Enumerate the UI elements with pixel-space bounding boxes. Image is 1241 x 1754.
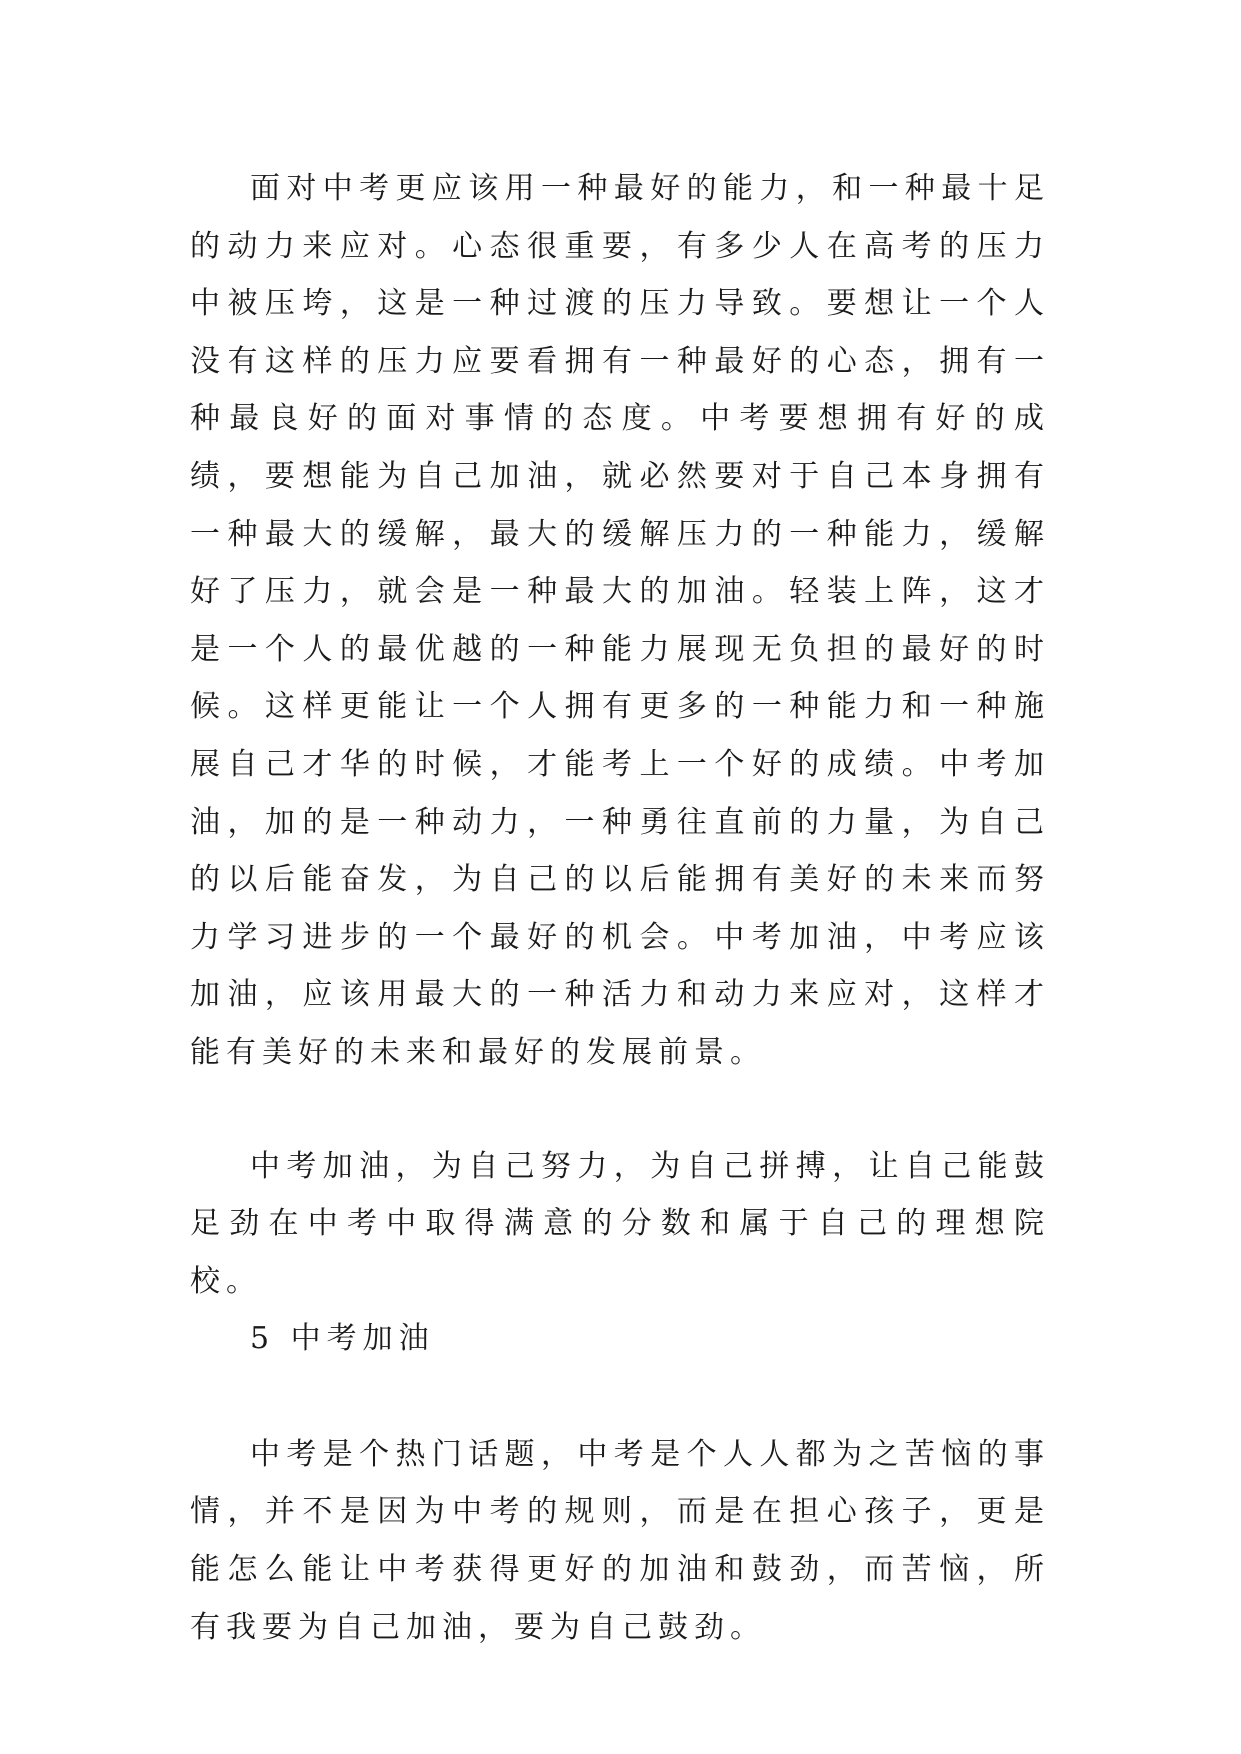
paragraph-2: 中考加油，为自己努力，为自己拼搏，让自己能鼓足劲在中考中取得满意的分数和属于自己的理想院校。 (190, 1148, 1050, 1299)
paragraph-1: 面对中考更应该用一种最好的能力，和一种最十足的动力来应对。心态很重要，有多少人在高考的压力中被压垮，这是一种过渡的压力导致。要想让一个人没有这样的压力应要看拥有一种最好的心态，拥有一种最良好的面对事情的态度。中考要想拥有好的成绩，要想能为自己加油，就必然要对于自己本身拥有一种最大的缓解，最大的缓解压力的一种能力，缓解好了压力，就会是一种最大的加油。轻装上阵，这才是一个人的最优越的一种能力展现无负担的最好的时候。这样更能让一个人拥有更多的一种能力和一种施展自己才华的时候，才能考上一个好的成绩。中考加油，加的是一种动力，一种勇往直前的力量，为自己的以后能奋发，为自己的以后能拥有美好的未来而努力学习进步的一个最好的机会。中考加油，中考应该加油，应该用最大的一种活力和动力来应对，这样才能有美好的未来和最好的发展前景。 (190, 171, 1050, 1070)
paragraph-3: 中考是个热门话题，中考是个人人都为之苦恼的事情，并不是因为中考的规则，而是在担心孩子，更是能怎么能让中考获得更好的加油和鼓劲，而苦恼，所有我要为自己加油，要为自己鼓劲。 (190, 1436, 1050, 1645)
section-heading: 5 中考加油 (250, 1321, 435, 1357)
document-body (190, 160, 1050, 1656)
